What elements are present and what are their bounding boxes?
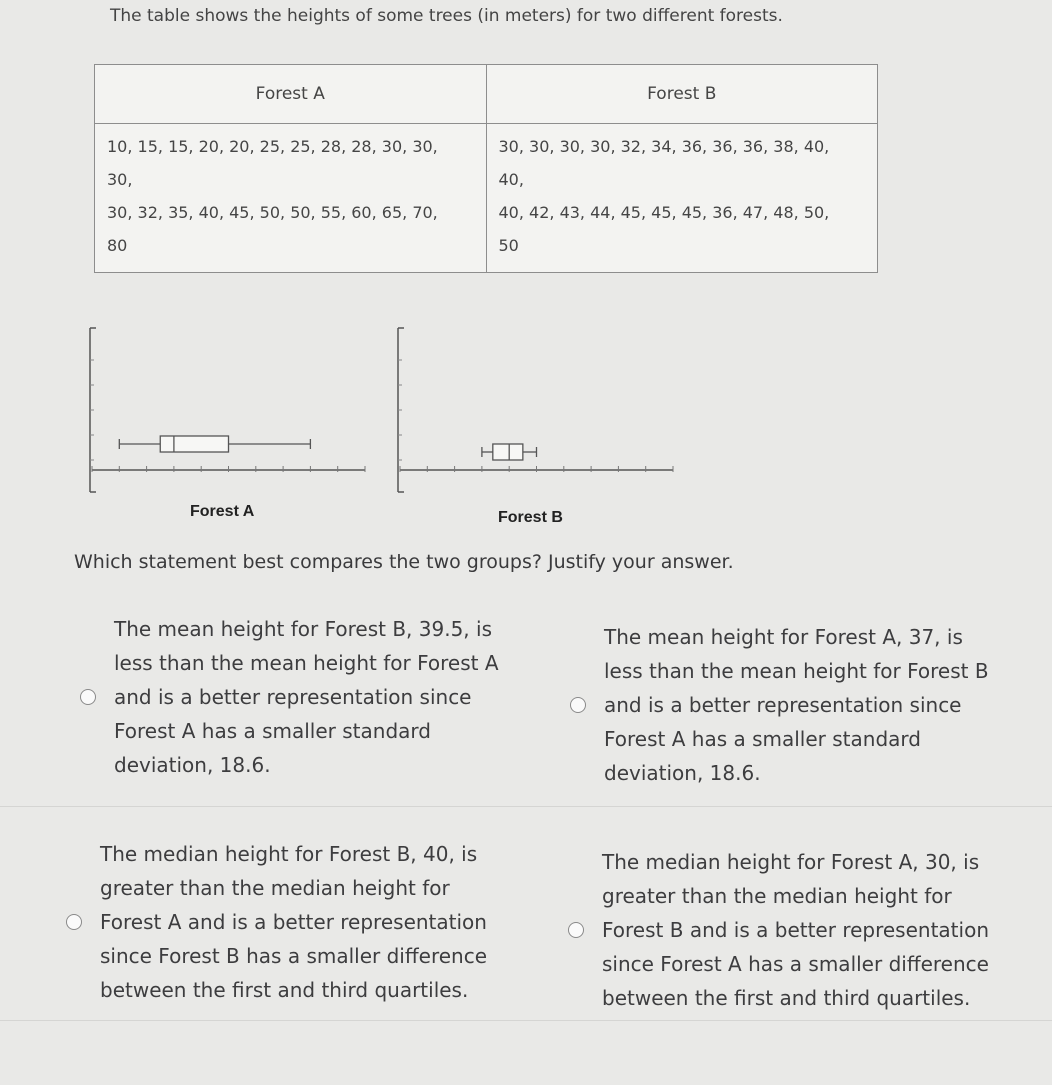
forest-a-line: 30, 32, 35, 40, 45, 50, 50, 55, 60, 65, 70, xyxy=(107,203,438,222)
question-ask: Which statement best compares the two groups? Justify your answer. xyxy=(74,551,734,573)
iqr-box xyxy=(160,436,228,452)
option-line: Forest A has a smaller standard xyxy=(604,727,921,751)
radio-button[interactable] xyxy=(80,689,96,705)
option-line: deviation, 18.6. xyxy=(604,761,761,785)
answer-option-4[interactable] xyxy=(568,845,989,1015)
forest-a-line: 10, 15, 15, 20, 20, 25, 25, 28, 28, 30, 30, xyxy=(107,137,438,156)
header-forest-b: Forest B xyxy=(486,65,878,124)
option-line: and is a better representation since xyxy=(604,693,962,717)
option-line: deviation, 18.6. xyxy=(114,753,271,777)
option-line: less than the mean height for Forest B xyxy=(604,659,989,683)
radio-button[interactable] xyxy=(568,922,584,938)
option-line: since Forest B has a smaller difference xyxy=(100,944,488,968)
option-line: since Forest A has a smaller difference xyxy=(602,952,989,976)
option-text xyxy=(604,620,989,790)
forest-a-values xyxy=(95,124,487,273)
header-forest-a: Forest A xyxy=(95,65,487,124)
forest-b-line: 40, 42, 43, 44, 45, 45, 45, 36, 47, 48, 50, xyxy=(498,203,830,222)
radio-button[interactable] xyxy=(570,697,586,713)
forest-b-line: 40, xyxy=(498,170,524,189)
option-line: The mean height for Forest B, 39.5, is xyxy=(114,617,492,641)
option-line: greater than the median height for xyxy=(100,876,450,900)
forest-b-values xyxy=(486,124,878,273)
forest-b-boxplot xyxy=(388,320,678,500)
answer-option-3[interactable] xyxy=(66,837,487,1007)
option-divider xyxy=(0,806,1052,807)
option-line: Forest B and is a better representation xyxy=(602,918,989,942)
forest-b-line: 50 xyxy=(498,236,519,255)
forest-a-plot-label: Forest A xyxy=(190,503,255,520)
forest-a-boxplot xyxy=(80,320,370,500)
answer-option-1[interactable] xyxy=(80,612,499,782)
option-line: Forest A and is a better representation xyxy=(100,910,487,934)
forest-b-plot-label: Forest B xyxy=(498,509,563,526)
option-line: The median height for Forest B, 40, is xyxy=(100,842,478,866)
iqr-box xyxy=(493,444,523,460)
table-header-row xyxy=(95,65,878,124)
option-line: between the first and third quartiles. xyxy=(100,978,469,1002)
option-text xyxy=(114,612,499,782)
heights-table xyxy=(94,64,878,273)
option-line: greater than the median height for xyxy=(602,884,952,908)
question-prompt: The table shows the heights of some trees (in meters) for two different forests. xyxy=(110,6,783,26)
option-divider xyxy=(0,1020,1052,1021)
option-text xyxy=(100,837,487,1007)
option-line: less than the mean height for Forest A xyxy=(114,651,499,675)
option-line: Forest A has a smaller standard xyxy=(114,719,431,743)
forest-a-line: 80 xyxy=(107,236,128,255)
forest-b-line: 30, 30, 30, 30, 32, 34, 36, 36, 36, 38, 40, xyxy=(498,137,830,156)
radio-button[interactable] xyxy=(66,914,82,930)
answer-option-2[interactable] xyxy=(570,620,989,790)
option-line: and is a better representation since xyxy=(114,685,472,709)
option-line: The mean height for Forest A, 37, is xyxy=(604,625,963,649)
table-row xyxy=(95,124,878,273)
option-text xyxy=(602,845,989,1015)
forest-a-line: 30, xyxy=(107,170,133,189)
option-line: The median height for Forest A, 30, is xyxy=(602,850,980,874)
option-line: between the first and third quartiles. xyxy=(602,986,971,1010)
